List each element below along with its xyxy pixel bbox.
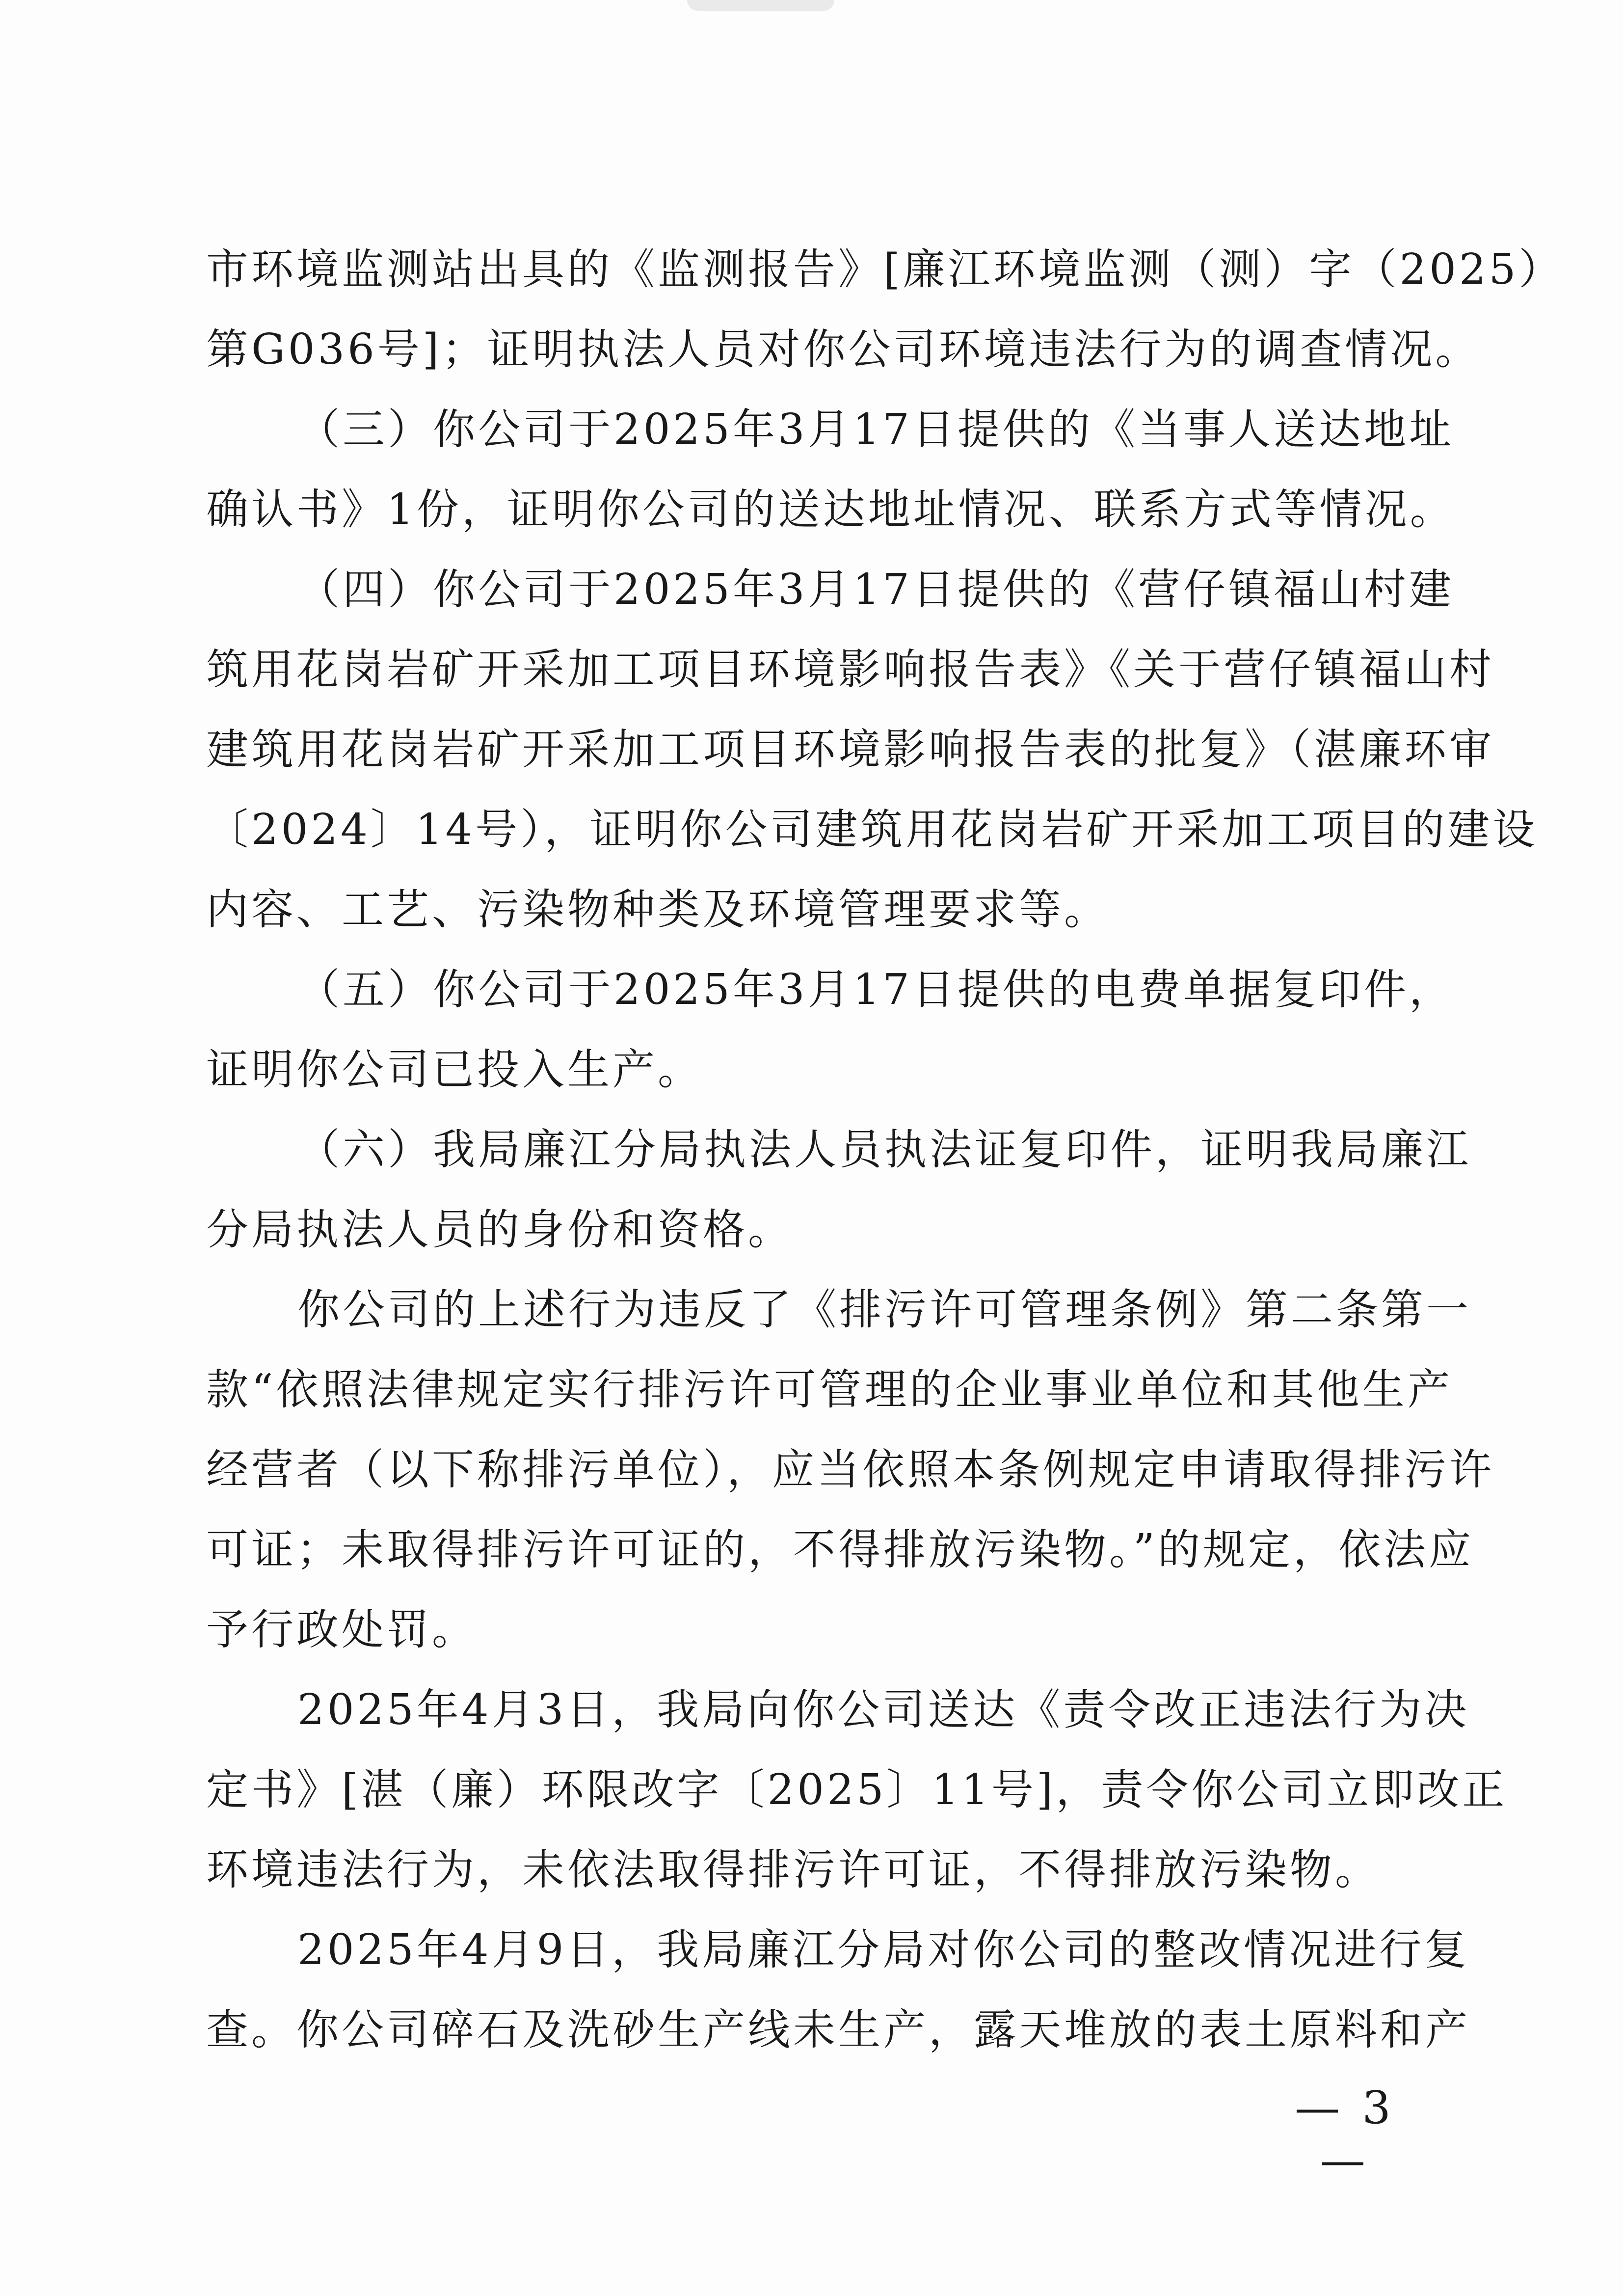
paragraph — [206, 1110, 1471, 1270]
text-line: 2025年4月9日，我局廉江分局对你公司的整改情况进行复 — [297, 1925, 1470, 1974]
text-line: 款“依照法律规定实行排污许可管理的企业事业单位和其他生产 — [206, 1365, 1453, 1414]
document-body — [206, 230, 1564, 2070]
text-line: 建筑用花岗岩矿开采加工项目环境影响报告表的批复》（湛廉环审 — [206, 725, 1494, 774]
paragraph — [206, 1270, 1494, 1670]
paragraph — [206, 1670, 1508, 1910]
text-line: （六）我局廉江分局执法人员执法证复印件，证明我局廉江 — [297, 1125, 1471, 1174]
text-line: 筑用花岗岩矿开采加工项目环境影响报告表》《关于营仔镇福山村 — [206, 645, 1494, 694]
text-line: 2025年4月3日，我局向你公司送达《责令改正违法行为决 — [297, 1685, 1470, 1734]
paragraph — [206, 1910, 1470, 2070]
page-number: — 3 — — [1295, 2081, 1395, 2187]
scan-edge-mark — [687, 0, 834, 11]
text-line: 环境违法行为，未依法取得排污许可证，不得排放污染物。 — [206, 1845, 1380, 1894]
text-line: （四）你公司于2025年3月17日提供的《营仔镇福山村建 — [297, 565, 1455, 614]
text-line: 市环境监测站出具的《监测报告》[廉江环境监测（测）字（2025） — [206, 245, 1564, 294]
paragraph — [206, 550, 1538, 950]
text-line: 第G036号]；证明执法人员对你公司环境违法行为的调查情况。 — [206, 325, 1481, 374]
text-line: 你公司的上述行为违反了《排污许可管理条例》第二条第一 — [297, 1285, 1471, 1334]
text-line: 内容、工艺、污染物种类及环境管理要求等。 — [206, 885, 1109, 934]
text-line: （五）你公司于2025年3月17日提供的电费单据复印件， — [297, 965, 1455, 1014]
text-line: 证明你公司已投入生产。 — [206, 1045, 703, 1094]
text-line: 定书》[湛（廉）环限改字〔2025〕11号]，责令你公司立即改正 — [206, 1765, 1508, 1814]
paragraph — [206, 390, 1453, 550]
text-line: 确认书》1份，证明你公司的送达地址情况、联系方式等情况。 — [206, 485, 1455, 534]
text-line: 查。你公司碎石及洗砂生产线未生产，露天堆放的表土原料和产 — [206, 2005, 1470, 2054]
text-line: 可证；未取得排污许可证的，不得排放污染物。”的规定，依法应 — [206, 1525, 1474, 1574]
text-line: （三）你公司于2025年3月17日提供的《当事人送达地址 — [297, 405, 1455, 454]
text-line: 经营者（以下称排污单位），应当依照本条例规定申请取得排污许 — [206, 1445, 1494, 1494]
paragraph — [206, 950, 1453, 1110]
text-line: 〔2024〕14号），证明你公司建筑用花岗岩矿开采加工项目的建设 — [206, 805, 1538, 854]
paragraph — [206, 230, 1564, 390]
text-line: 予行政处罚。 — [206, 1605, 477, 1654]
text-line: 分局执法人员的身份和资格。 — [206, 1205, 793, 1254]
